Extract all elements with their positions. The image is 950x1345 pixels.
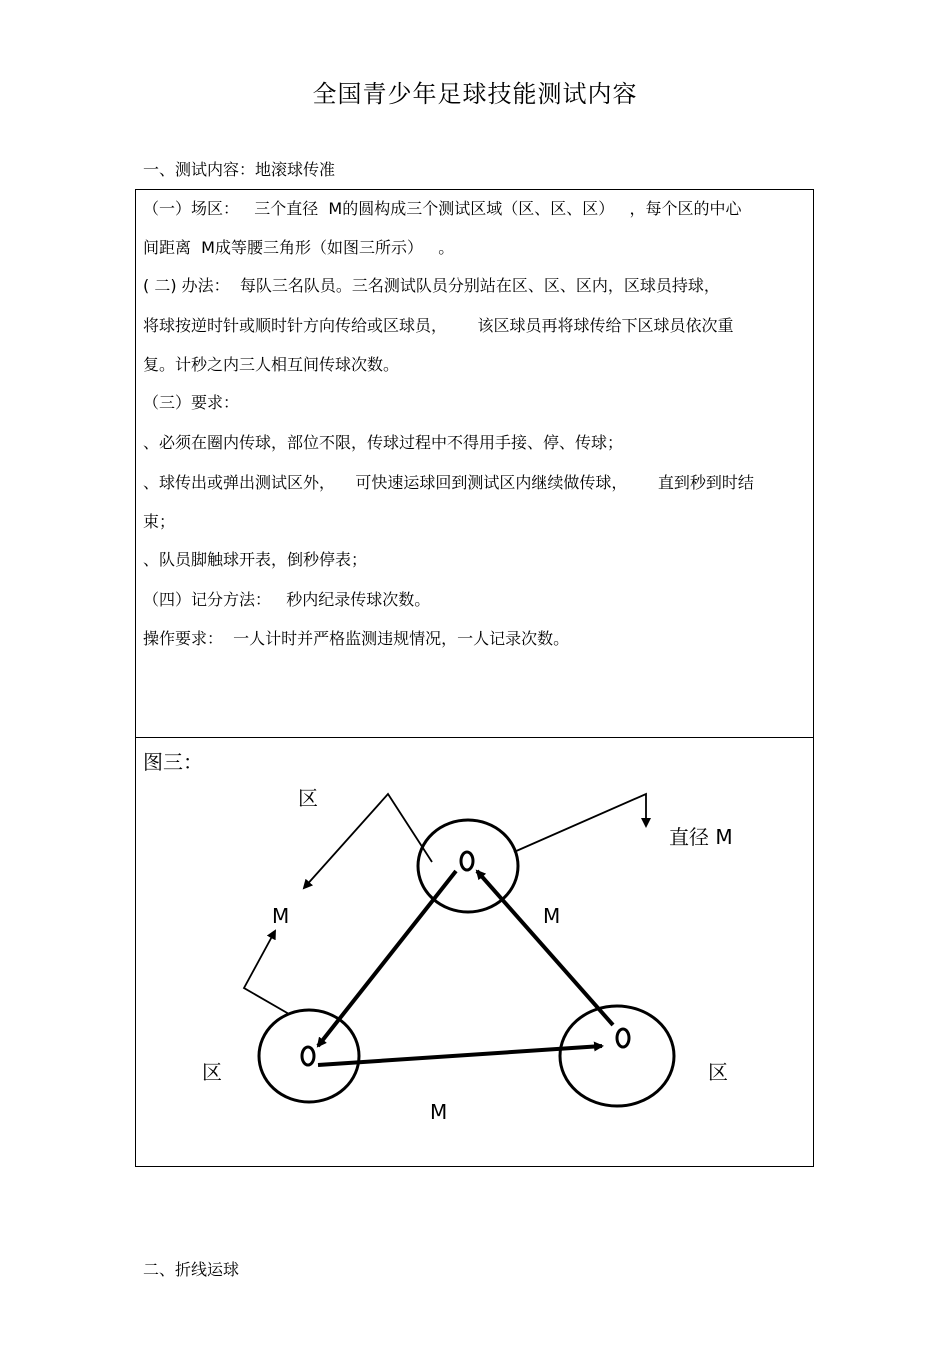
content-line: 将球按逆时针或顺时针方向传给或区球员， 该区球员再将球传给下区球员依次重	[143, 316, 734, 335]
page-title: 全国青少年足球技能测试内容	[312, 80, 638, 108]
triangle-diagram	[136, 738, 813, 1166]
content-line: 复。计秒之内三人相互间传球次数。	[143, 355, 400, 374]
distance-label-right: M	[543, 904, 561, 928]
content-line: （三）要求：	[143, 393, 240, 412]
section-heading-1: 一、测试内容：地滚球传准	[143, 160, 336, 179]
content-box	[135, 189, 814, 738]
zone-circle-right	[560, 1006, 674, 1106]
distance-label-bottom: M	[430, 1100, 448, 1124]
diameter-label: 直径 M	[669, 825, 733, 849]
player-marker-left	[302, 1047, 314, 1065]
section-heading-2: 二、折线运球	[143, 1260, 240, 1279]
content-line: 、必须在圈内传球，部位不限，传球过程中不得用手接、停、传球；	[143, 433, 624, 452]
content-line: ( 二) 办法： 每队三名队员。三名测试队员分别站在区、区、区内，区球员持球，	[143, 276, 720, 295]
content-line: （一）场区： 三个直径 M的圆构成三个测试区域（区、区、区） ，每个区的中心	[143, 199, 742, 218]
pass-arrow-top-to-left	[318, 871, 456, 1046]
zone-top-leader	[304, 794, 432, 888]
zone-label-left: 区	[202, 1060, 222, 1084]
content-line: 、队员脚触球开表，倒秒停表；	[143, 550, 368, 569]
content-line: 间距离 M成等腰三角形（如图三所示） 。	[143, 238, 455, 257]
figure-caption: 图三：	[143, 750, 203, 774]
player-marker-right	[617, 1029, 629, 1047]
content-line: 束；	[143, 512, 176, 531]
distance-label-left: M	[272, 904, 290, 928]
content-line: 操作要求： 一人计时并严格监测违规情况，一人记录次数。	[143, 629, 570, 648]
content-line: 、球传出或弹出测试区外， 可快速运球回到测试区内继续做传球， 直到秒到时结	[143, 473, 754, 492]
content-line: （四）记分方法： 秒内纪录传球次数。	[143, 590, 431, 609]
distance-leader	[244, 931, 289, 1014]
player-marker-top	[461, 852, 473, 870]
pass-arrow-right-to-top	[477, 871, 613, 1025]
figure-box	[135, 737, 814, 1167]
diameter-leader	[514, 794, 646, 852]
zone-label-right: 区	[708, 1060, 728, 1084]
zone-label-top: 区	[298, 786, 318, 810]
